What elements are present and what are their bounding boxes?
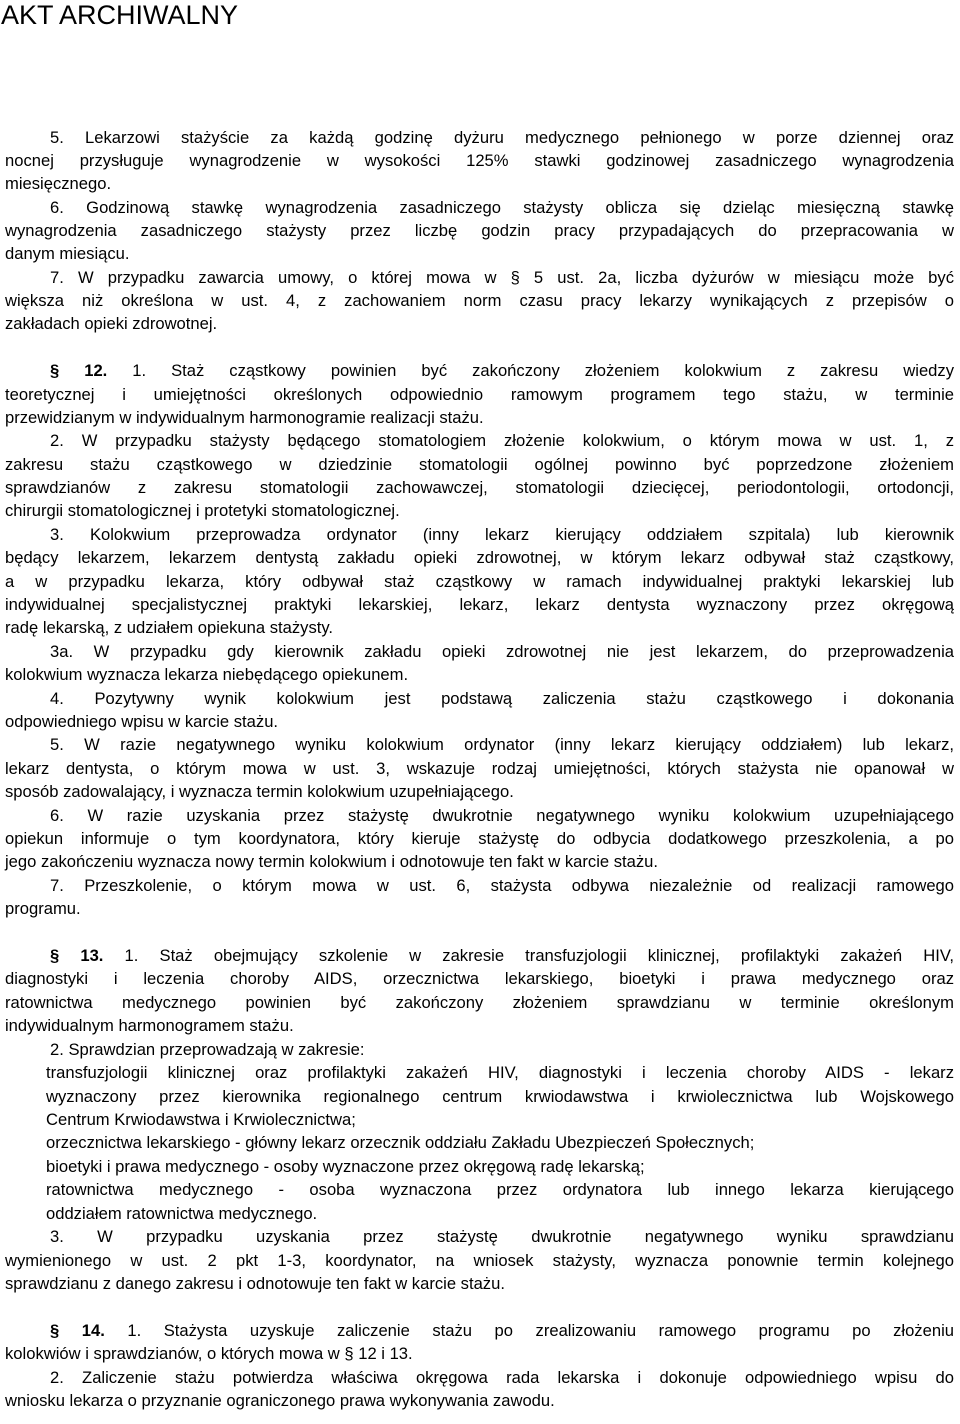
text-line — [5, 1249, 954, 1273]
text-line — [5, 733, 954, 757]
text-line — [5, 359, 954, 383]
line-text: ratownictwa medycznego - osoba wyznaczona przez ordynatora lub innego lekarza kierującego — [46, 1180, 954, 1199]
line-text: teoretycznej i umiejętności określonych odpowiednio ramowym programem tego stażu, w terminie — [5, 385, 954, 404]
text-line — [5, 149, 954, 173]
text-line — [5, 827, 954, 851]
line-text: sposób zadowalający, i wyznacza termin kolokwium uzupełniającego. — [5, 782, 514, 801]
text-line — [5, 1202, 954, 1226]
line-text: 3. Kolokwium przeprowadza ordynator (inny lekarz kierujący oddziałem szpitala) lub kierownik — [50, 525, 954, 544]
text-line — [5, 289, 954, 313]
text-line — [5, 1366, 954, 1390]
text-line — [5, 1178, 954, 1202]
text-line — [5, 126, 954, 150]
line-text: ratownictwa medycznego powinien być zakończony złożeniem sprawdzianu w terminie określonym — [5, 993, 954, 1012]
line-text: 5. W razie negatywnego wyniku kolokwium ordynator (inny lekarz kierujący oddziałem) lub lekarz, — [50, 735, 954, 754]
line-text: wymienionego w ust. 2 pkt 1-3, koordynator, na wniosek stażysty, wyznacza ponownie termin kolejnego — [5, 1251, 954, 1270]
text-line — [5, 616, 954, 640]
line-text: sprawdzianów z zakresu stomatologii zachowawczej, stomatologii dziecięcej, periodontologii, ortodoncji, — [5, 478, 954, 497]
text-line — [5, 429, 954, 453]
line-text: wynagrodzenia zasadniczego stażysty przez liczbę godzin pracy przypadających do przepracowania w — [5, 221, 954, 240]
line-text: diagnostyki i leczenia choroby AIDS, orzecznictwa lekarskiego, bioetyki i prawa medycznego oraz — [5, 969, 954, 988]
text-line — [5, 640, 954, 664]
text-line — [5, 804, 954, 828]
line-text: będący lekarzem, lekarzem dentystą zakładu opieki zdrowotnej, w którym lekarz odbywał staż cząstkowy, — [5, 548, 954, 567]
text-line — [5, 710, 954, 734]
line-text: chirurgii stomatologicznej i protetyki stomatologicznej. — [5, 501, 400, 520]
text-line — [5, 242, 954, 266]
text-line — [5, 991, 954, 1015]
line-text: 4. Pozytywny wynik kolokwium jest podstawą zaliczenia stażu cząstkowego i dokonania — [50, 689, 954, 708]
line-text: § 12. 1. Staż cząstkowy powinien być zakończony złożeniem kolokwium z zakresu wiedzy — [50, 361, 954, 380]
text-line — [5, 476, 954, 500]
text-line — [5, 1014, 954, 1038]
line-text: programu. — [5, 899, 81, 918]
line-text: miesięcznego. — [5, 174, 112, 193]
line-text: radę lekarską, z udziałem opiekuna stażysty. — [5, 618, 334, 637]
line-text: 2. Zaliczenie stażu potwierdza właściwa okręgowa rada lekarska i dokonuje odpowiedniego wpisu do — [50, 1368, 954, 1387]
line-text: orzecznictwa lekarskiego - główny lekarz orzecznik oddziału Zakładu Ubezpieczeń Społecznych; — [46, 1133, 755, 1152]
document-title: AKT ARCHIWALNY — [1, 0, 239, 30]
text-line — [5, 266, 954, 290]
line-text: transfuzjologii klinicznej oraz profilaktyki zakażeń HIV, diagnostyki i leczenia choroby AIDS - lekarz — [46, 1063, 954, 1082]
line-text: odpowiedniego wpisu w karcie stażu. — [5, 712, 279, 731]
line-text: jego zakończeniu wyznacza nowy termin kolokwium i odnotowuje ten fakt w karcie stażu. — [5, 852, 658, 871]
text-line — [5, 850, 954, 874]
line-text: § 14. 1. Stażysta uzyskuje zaliczenie stażu po zrealizowaniu ramowego programu po złożeniu — [50, 1321, 954, 1340]
line-text: wyznaczony przez kierownika regionalnego centrum krwiodawstwa i krwiolecznictwa lub Wojskowego — [46, 1087, 954, 1106]
line-text: indywidualnym harmonogramem stażu. — [5, 1016, 294, 1035]
line-text: opiekun informuje o tym koordynatora, który kieruje stażystę do odbycia dodatkowego przeszkolenia, a po — [5, 829, 954, 848]
text-line — [5, 172, 954, 196]
text-line — [5, 453, 954, 477]
text-line — [5, 1272, 954, 1296]
line-text: danym miesiącu. — [5, 244, 130, 263]
line-text: 6. W razie uzyskania przez stażystę dwukrotnie negatywnego wyniku kolokwium uzupełniającego — [50, 806, 954, 825]
text-line — [5, 874, 954, 898]
line-text: bioetyki i prawa medycznego - osoby wyznaczone przez okręgową radę lekarską; — [46, 1157, 645, 1176]
line-text: wniosku lekarza o przyznanie ograniczonego prawa wykonywania zawodu. — [5, 1391, 555, 1410]
text-line — [5, 1108, 954, 1132]
text-line — [5, 1085, 954, 1109]
text-line — [5, 1389, 954, 1413]
line-text: sprawdzianu z danego zakresu i odnotowuje ten fakt w karcie stażu. — [5, 1274, 505, 1293]
text-line — [5, 687, 954, 711]
text-line — [5, 757, 954, 781]
text-line — [5, 196, 954, 220]
line-text: 3. W przypadku uzyskania przez stażystę dwukrotnie negatywnego wyniku sprawdzianu — [50, 1227, 954, 1246]
line-text: 3a. W przypadku gdy kierownik zakładu opieki zdrowotnej nie jest lekarzem, do przeprowadzenia — [50, 642, 954, 661]
text-line — [5, 1225, 954, 1249]
text-line — [5, 593, 954, 617]
line-text: oddziałem ratownictwa medycznego. — [46, 1204, 318, 1223]
line-text: indywidualnej specjalistycznej praktyki lekarskiej, lekarz, lekarz dentysta wyznaczony przez okręgową — [5, 595, 954, 614]
line-text: kolokwiów i sprawdzianów, o których mowa w § 12 i 13. — [5, 1344, 413, 1363]
text-line — [5, 1038, 954, 1062]
line-text: § 13. 1. Staż obejmujący szkolenie w zakresie transfuzjologii klinicznej, profilaktyki zakażeń HIV, — [50, 946, 954, 965]
line-text: 7. Przeszkolenie, o którym mowa w ust. 6, stażysta odbywa niezależnie od realizacji ramowego — [50, 876, 954, 895]
text-line — [5, 523, 954, 547]
text-line — [5, 1131, 954, 1155]
line-text: 6. Godzinową stawkę wynagrodzenia zasadniczego stażysty oblicza się dzieląc miesięczną stawkę — [50, 198, 954, 217]
line-text: 5. Lekarzowi stażyście za każdą godzinę dyżuru medycznego pełnionego w porze dziennej oraz — [50, 128, 954, 147]
text-line — [5, 1319, 954, 1343]
text-line — [5, 897, 954, 921]
line-text: większa niż określona w ust. 4, z zachowaniem norm czasu pracy lekarzy wynikających z przepisów o — [5, 291, 954, 310]
text-line — [5, 499, 954, 523]
text-line — [5, 383, 954, 407]
text-line — [5, 312, 954, 336]
text-line — [5, 406, 954, 430]
text-line — [5, 219, 954, 243]
line-text: 7. W przypadku zawarcia umowy, o której mowa w § 5 ust. 2a, liczba dyżurów w miesiącu może być — [50, 268, 954, 287]
line-text: Centrum Krwiodawstwa i Krwiolecznictwa; — [46, 1110, 356, 1129]
line-text: 2. Sprawdzian przeprowadzają w zakresie: — [50, 1040, 365, 1059]
text-line — [5, 944, 954, 968]
line-text: a w przypadku lekarza, który odbywał staż cząstkowy w ramach indywidualnej praktyki lekarskiej lub — [5, 572, 954, 591]
text-line — [5, 1342, 954, 1366]
line-text: nocnej przysługuje wynagrodzenie w wysokości 125% stawki godzinowej zasadniczego wynagrodzenia — [5, 151, 954, 170]
line-text: 2. W przypadku stażysty będącego stomatologiem złożenie kolokwium, o którym mowa w ust. 1, z — [50, 431, 954, 450]
text-line — [5, 546, 954, 570]
text-line — [5, 1061, 954, 1085]
line-text: lekarz dentysta, o którym mowa w ust. 3, wskazuje rodzaj umiejętności, których stażysta nie opanował w — [5, 759, 954, 778]
text-line — [5, 780, 954, 804]
line-text: przewidzianym w indywidualnym harmonogramie realizacji stażu. — [5, 408, 484, 427]
line-text: zakładach opieki zdrowotnej. — [5, 314, 218, 333]
text-line — [5, 663, 954, 687]
line-text: kolokwium wyznacza lekarza niebędącego opiekunem. — [5, 665, 409, 684]
text-line — [5, 570, 954, 594]
text-line — [5, 967, 954, 991]
text-line — [5, 1155, 954, 1179]
line-text: zakresu stażu cząstkowego w dziedzinie stomatologii ogólnej powinno być poprzedzone złożeniem — [5, 455, 954, 474]
